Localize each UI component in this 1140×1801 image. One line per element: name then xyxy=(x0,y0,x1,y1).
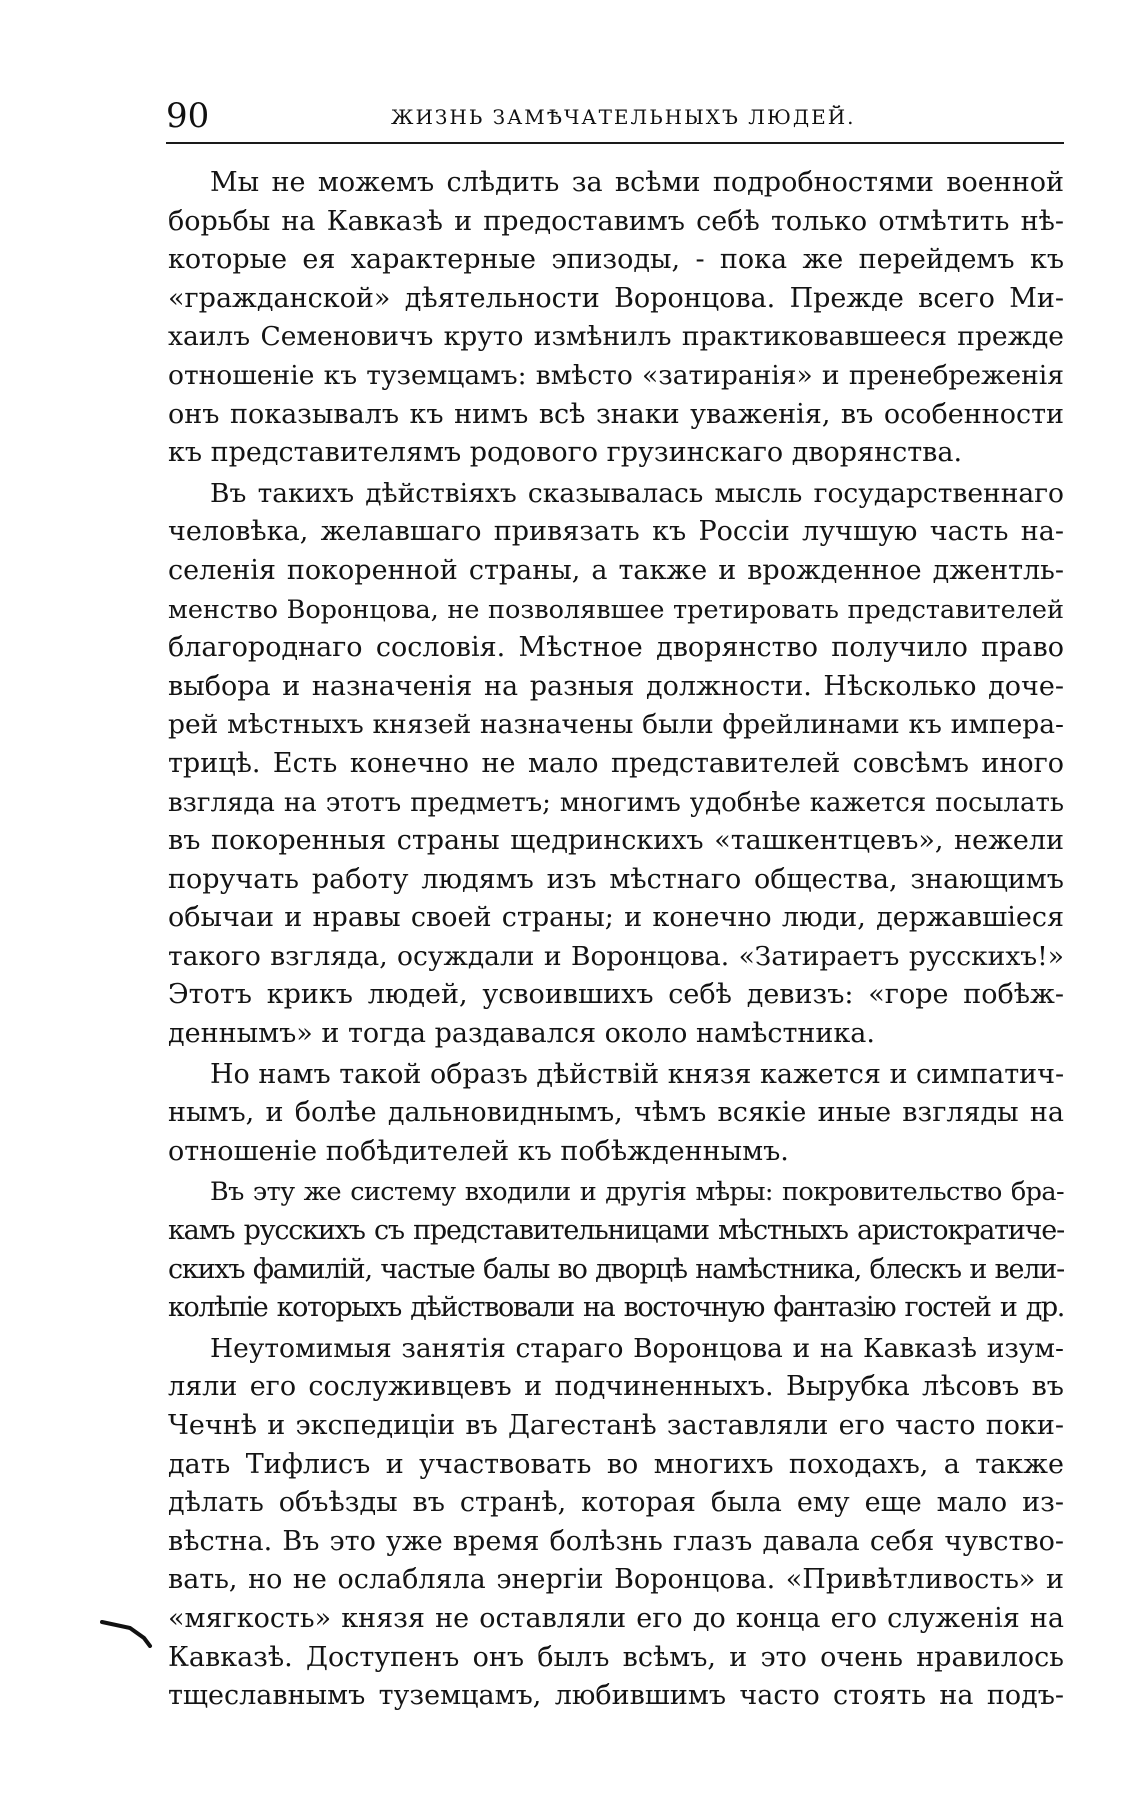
text-line: хаилъ Семеновичъ круто измѣнилъ практиковавшееся прежде xyxy=(168,321,1064,353)
text-line: выбора и назначенія на разныя должности. Нѣсколько доче- xyxy=(168,670,1064,702)
page-number: 90 xyxy=(166,96,210,136)
margin-pencil-mark-icon xyxy=(100,1618,160,1648)
text-line: рей мѣстныхъ князей назначены были фрейлинами къ импера- xyxy=(168,709,1064,741)
text-line: взгляда на этотъ предметъ; многимъ удобнѣе кажется посылать xyxy=(168,787,1064,818)
text-line: менство Воронцова, не позволявшее третировать представителей xyxy=(168,594,1064,625)
text-line: борьбы на Кавказѣ и предоставимъ себѣ только отмѣтить нѣ- xyxy=(168,205,1064,237)
text-line: колѣпіе которыхъ дѣйствовали на восточную фантазію гостей и др. xyxy=(168,1292,1064,1324)
paragraph xyxy=(168,1056,1064,1172)
text-line: Но намъ такой образъ дѣйствій князя кажется и симпатич- xyxy=(210,1058,1064,1090)
text-line: въ покоренныя страны щедринскихъ «ташкентцевъ», нежели xyxy=(168,825,1064,857)
text-line: «гражданской» дѣятельности Воронцова. Прежде всего Ми- xyxy=(168,282,1064,314)
text-line: «мягкость» князя не оставляли его до конца его служенія на xyxy=(168,1602,1064,1634)
text-line: нымъ, и болѣе дальновиднымъ, чѣмъ всякіе иные взгляды на xyxy=(168,1097,1064,1129)
text-line: ляли его сослуживцевъ и подчиненныхъ. Вырубка лѣсовъ въ xyxy=(168,1371,1064,1403)
text-line: Въ такихъ дѣйствіяхъ сказывалась мысль государственнаго xyxy=(210,477,1064,509)
text-line: къ представителямъ родового грузинскаго дворянства. xyxy=(168,437,963,469)
text-line: деннымъ» и тогда раздавался около намѣстника. xyxy=(168,1018,875,1050)
text-line: Въ эту же систему входили и другія мѣры: покровительство бра- xyxy=(210,1177,1064,1208)
text-line: Кавказѣ. Доступенъ онъ былъ всѣмъ, и это очень нравилось xyxy=(168,1641,1064,1673)
text-line: человѣка, желавшаго привязать къ Россіи лучшую часть на- xyxy=(168,516,1064,548)
text-line: дѣлать объѣзды въ странѣ, которая была ему еще мало из- xyxy=(168,1487,1064,1519)
text-line: трицѣ. Есть конечно не мало представителей совсѣмъ иного xyxy=(168,747,1064,779)
text-line: благороднаго сословія. Мѣстное дворянство получило право xyxy=(168,632,1064,664)
body-text xyxy=(168,164,1064,1718)
paragraph xyxy=(168,1330,1064,1716)
text-line: поручать работу людямъ изъ мѣстнаго общества, знающимъ xyxy=(168,863,1064,895)
paragraph xyxy=(168,475,1064,1054)
text-line: которые ея характерные эпизоды, - пока же перейдемъ къ xyxy=(168,244,1064,276)
paragraph xyxy=(168,1173,1064,1327)
running-head xyxy=(166,96,1064,140)
text-line: Этотъ крикъ людей, усвоившихъ себѣ девизъ: «горе побѣж- xyxy=(168,979,1064,1011)
text-line: дать Тифлисъ и участвовать во многихъ походахъ, а также xyxy=(168,1448,1064,1480)
text-line: такого взгляда, осуждали и Воронцова. «Затираетъ русскихъ!» xyxy=(168,940,1064,972)
text-line: вѣстна. Въ это уже время болѣзнь глазъ давала себя чувство- xyxy=(168,1525,1064,1557)
text-line: вать, но не ослабляла энергіи Воронцова. «Привѣтливость» и xyxy=(168,1564,1064,1596)
text-line: тщеславнымъ туземцамъ, любившимъ часто стоять на подъ- xyxy=(168,1680,1064,1712)
running-head-title: ЖИЗНЬ ЗАМѢЧАТЕЛЬНЫХЪ ЛЮДЕЙ. xyxy=(391,105,856,129)
text-line: отношеніе побѣдителей къ побѣжденнымъ. xyxy=(168,1135,789,1167)
text-line: онъ показывалъ къ нимъ всѣ знаки уваженія, въ особенности xyxy=(168,398,1064,430)
text-line: камъ русскихъ съ представительницами мѣстныхъ аристократиче- xyxy=(168,1215,1064,1247)
text-line: Чечнѣ и экспедиціи въ Дагестанѣ заставляли его часто поки- xyxy=(168,1410,1064,1441)
paragraph xyxy=(168,164,1064,473)
text-line: Мы не можемъ слѣдить за всѣми подробностями военной xyxy=(210,167,1064,198)
text-line: скихъ фамилій, частые балы во дворцѣ намѣстника, блескъ и вели- xyxy=(168,1253,1064,1285)
text-line: селенія покоренной страны, а также и врожденное джентль- xyxy=(168,554,1064,586)
text-line: отношеніе къ туземцамъ: вмѣсто «затиранія» и пренебреженія xyxy=(168,359,1064,391)
text-line: Неутомимыя занятія стараго Воронцова и на Кавказѣ изум- xyxy=(210,1332,1064,1364)
text-line: обычаи и нравы своей страны; и конечно люди, державшіеся xyxy=(168,902,1064,934)
header-rule xyxy=(166,142,1064,144)
